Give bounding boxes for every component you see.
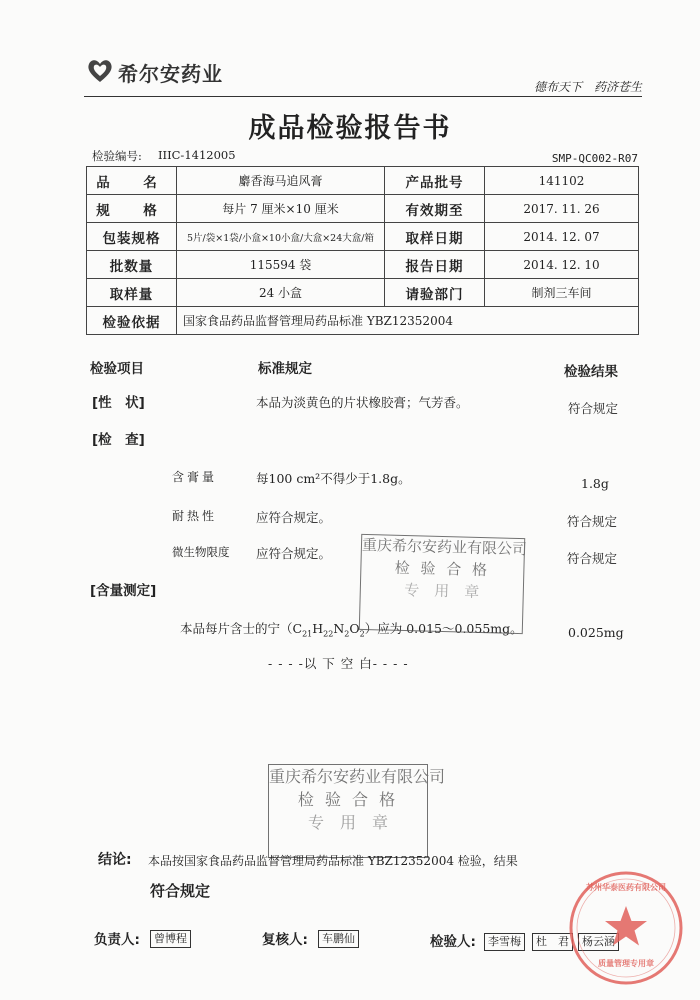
sample-qty-label: 取样量 [87,279,177,307]
packaging-label: 包装规格 [87,223,177,251]
microbial-limit-label: 微生物限度 [172,545,230,559]
appearance-result: 符合规定 [568,401,619,416]
heat-resistance-result: 符合规定 [567,514,618,529]
table-row [87,279,639,307]
company-slogan: 德布天下 药济苍生 [533,80,642,94]
microbial-limit-standard: 应符合规定。 [256,546,332,561]
packaging: 5片/袋×1袋/小盒×10小盒/大盒×24大盒/箱 [177,223,385,251]
table-row [87,195,639,223]
inspection-stamp-large: 重庆希尔安药业有限公司 检 验 合 格 专 用 章 [268,764,428,858]
table-row [87,251,639,279]
inspection-stamp-small: 重庆希尔安药业有限公司 检 验 合 格 专 用 章 [359,534,525,634]
inspector-signature-2: 杜 君 [532,933,573,951]
spec: 每片 7 厘米×10 厘米 [177,195,385,223]
table-row [87,307,639,335]
appearance-standard: 本品为淡黄色的片状橡胶膏；气芳香。 [256,395,469,410]
svg-text:苏州华泰医药有限公司: 苏州华泰医药有限公司 [586,883,666,892]
requesting-dept: 制剂三车间 [485,279,639,307]
col-header-standard: 标准规定 [258,361,312,377]
company-logo-icon [86,58,114,84]
batch-qty: 115594 袋 [177,251,385,279]
microbial-limit-result: 符合规定 [567,551,618,566]
product-info-table [86,166,639,335]
inspector-signature-1: 李雪梅 [484,933,525,951]
quality-seal-icon [566,868,686,988]
heat-resistance-standard: 应符合规定。 [256,510,332,525]
appearance-label: [性 状] [92,395,145,411]
conclusion-result: 符合规定 [150,882,211,900]
responsible-signature: 曾博程 [150,930,191,948]
form-code: SMP-QC002-R07 [551,152,638,165]
company-name: 希尔安药业 [118,62,223,86]
responsible-label: 负责人: [94,932,140,948]
table-row [87,167,639,195]
spec-label: 规 格 [87,195,177,223]
conclusion-label: 结论: [98,852,132,868]
product-name-label: 品 名 [87,167,177,195]
expiry-label: 有效期至 [385,195,485,223]
basis: 国家食品药品监督管理局药品标准 YBZ12352004 [177,307,639,335]
assay-result: 0.025mg [568,625,624,640]
blank-below-line: - - - -以 下 空 白- - - - [268,656,409,671]
reviewer-signature: 车鹏仙 [318,930,359,948]
header-divider [84,96,642,97]
table-row [87,223,639,251]
col-header-result: 检验结果 [564,364,618,380]
paste-content-result: 1.8g [581,476,609,491]
requesting-dept-label: 请验部门 [385,279,485,307]
conclusion-text: 本品按国家食品药品监督管理局药品标准 YBZ12352004 检验，结果 [148,854,518,868]
svg-text:质量管理专用章: 质量管理专用章 [598,959,654,968]
report-no: IIIC-1412005 [158,148,236,162]
col-header-item: 检验项目 [90,361,144,377]
basis-label: 检验依据 [87,307,177,335]
report-title: 成品检验报告书 [248,113,452,144]
paste-content-label: 含膏量 [172,470,218,484]
sampling-date: 2014. 12. 07 [485,223,639,251]
assay-standard: 本品每片含士的宁$(C_{21}H_{22}N_2O_2)$应为 0.015～0.055mg。 [180,621,523,639]
assay-label: [含量测定] [90,583,157,599]
report-date-label: 报告日期 [385,251,485,279]
sample-qty: 24 小盒 [177,279,385,307]
product-name: 麝香海马追风膏 [177,167,385,195]
batch-no-label: 产品批号 [385,167,485,195]
expiry: 2017. 11. 26 [485,195,639,223]
sampling-date-label: 取样日期 [385,223,485,251]
batch-no: 141102 [485,167,639,195]
check-label: [检 查] [92,432,145,448]
heat-resistance-label: 耐热性 [172,509,218,523]
inspector-label: 检验人: [430,934,476,950]
paste-content-standard: 每100 cm²不得少于1.8g。 [256,471,411,486]
reviewer-label: 复核人: [262,932,308,948]
report-no-label: 检验编号: [92,149,142,163]
report-date: 2014. 12. 10 [485,251,639,279]
batch-qty-label: 批数量 [87,251,177,279]
inspector-signature-3: 杨云涵 [578,933,619,951]
